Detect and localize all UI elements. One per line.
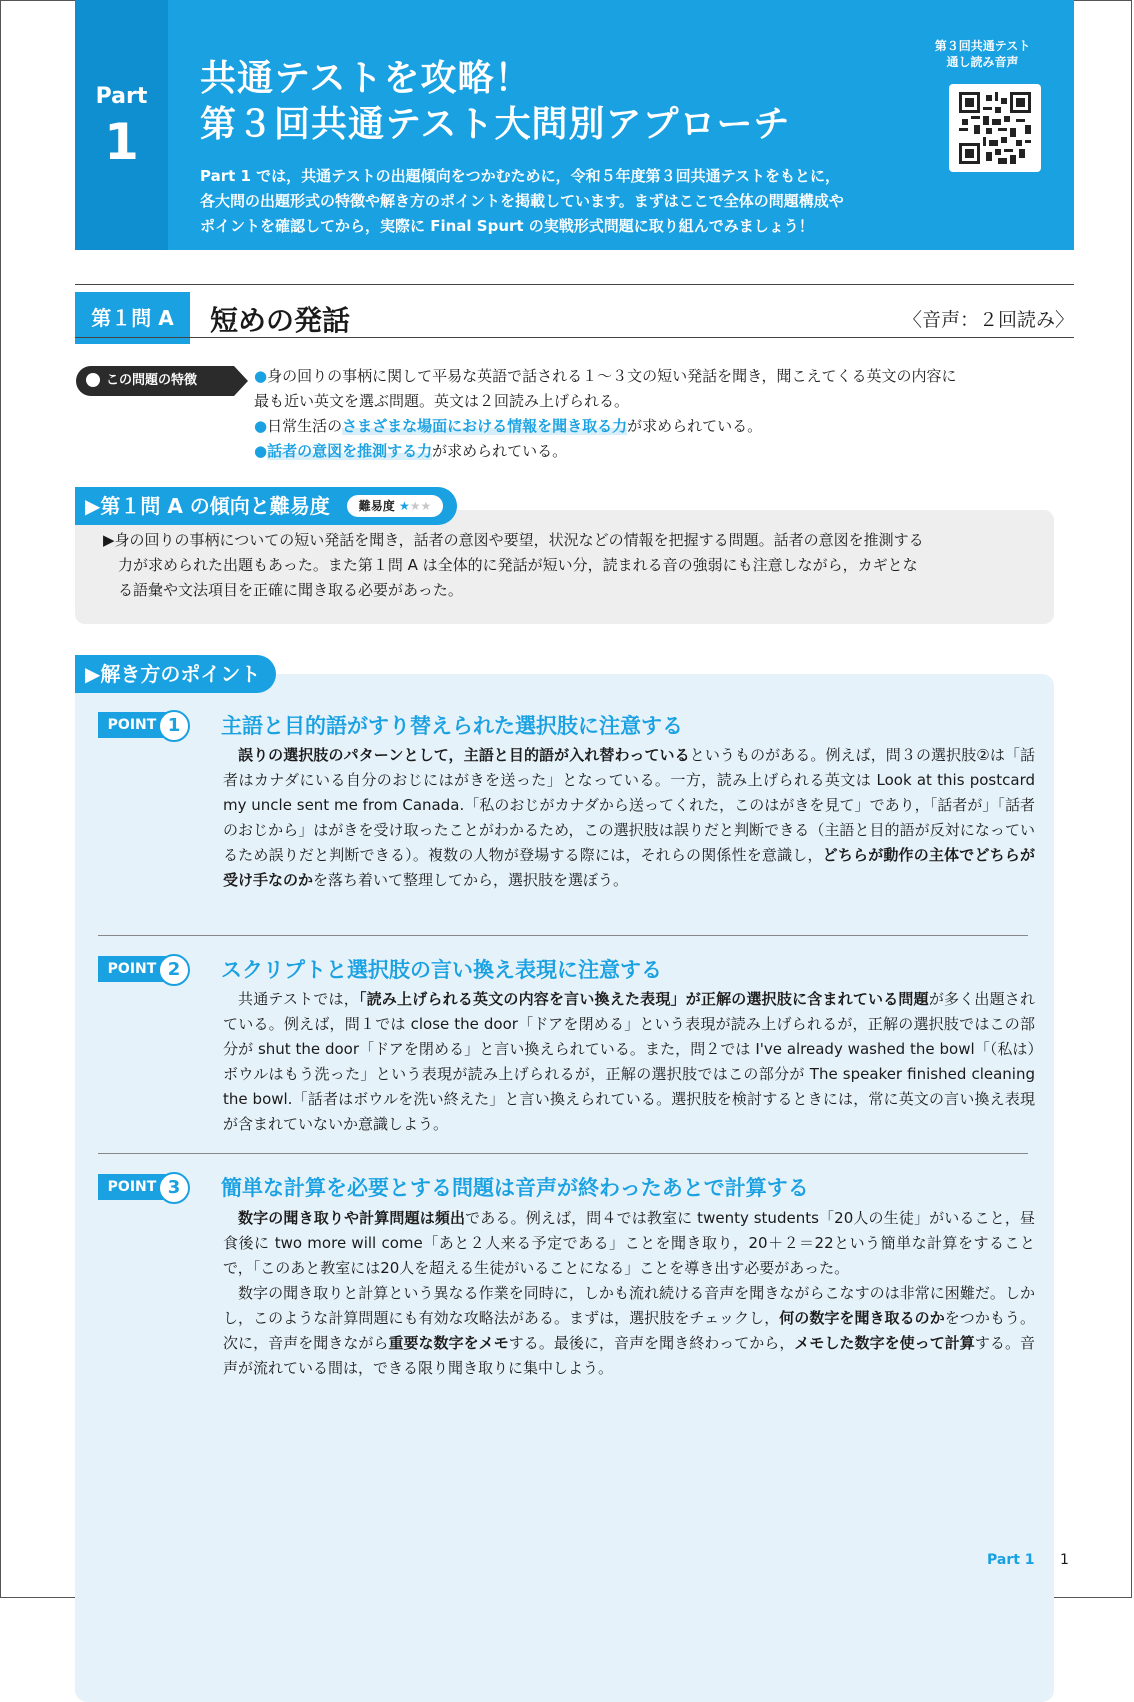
point-3-paragraph-2 <box>223 1281 1035 1381</box>
feature-3-post: が求められている。 <box>432 442 568 460</box>
bullet-icon: ● <box>254 417 268 435</box>
qr-label-line-2: 通し読み音声 <box>946 55 1019 69</box>
feature-item-3 <box>254 439 1084 464</box>
point-2-body <box>223 987 1035 1137</box>
point-3-bold-4: メモした数字を使って計算 <box>794 1334 975 1352</box>
point-1-bold-2: どちらが動作の主体でどちらが受け手なのか <box>223 846 1035 889</box>
page-number: 1 <box>1060 1552 1069 1568</box>
part-label: Part <box>95 84 148 109</box>
point-1-title: 主語と目的語がすり替えられた選択肢に注意する <box>221 714 683 738</box>
section-top-rule <box>75 284 1074 285</box>
part-number: 1 <box>104 113 139 171</box>
point-2-paragraph <box>223 987 1035 1137</box>
feature-1-line-2: 最も近い英文を選ぶ問題。英文は２回読み上げられる。 <box>254 392 630 410</box>
section-audio-note: 〈音声：２回読み〉 <box>902 309 1074 331</box>
part-tab <box>75 0 168 250</box>
page-title <box>200 56 791 148</box>
section-bottom-rule <box>75 337 1074 338</box>
difficulty-badge <box>347 495 443 517</box>
point-3-title: 簡単な計算を必要とする問題は音声が終わったあとで計算する <box>221 1176 809 1200</box>
point-3-badge <box>98 1172 193 1202</box>
point-2-title: スクリプトと選択肢の言い換え表現に注意する <box>221 958 662 982</box>
feature-2-pre: 日常生活の <box>267 417 343 435</box>
point-1-bold-1: 誤りの選択肢のパターンとして，主語と目的語が入れ替わっている <box>238 746 690 764</box>
features-pill <box>76 366 234 396</box>
bullet-icon: ● <box>254 442 268 460</box>
qr-code-graphic <box>959 92 1031 164</box>
trend-heading-text: ▶第１問 A の傾向と難易度 <box>85 494 330 518</box>
point-3-bold-3: 重要な数字をメモ <box>388 1334 509 1352</box>
point-3-text-5: する。音声が流れている間は，できる限り聞き取りに集中しよう。 <box>223 1334 1035 1377</box>
point-1-text-1: というものがある。例えば，問３の選択肢②は「話者はカナダにいる自分のおじにはがきを送った」となっている。一方，読み上げられる英文は Look at this postcard my uncle sent me from Canada.「私のおじがカナダから送ってくれた，このはがきを見て」であり，「話者が」「話者のおじから」はがきを受け取ったことがわかるため，この選択肢は誤りだと判断できる（主語と目的語が反対になっているため誤りだと判断できる）。複数の人物が登場する際には，それらの関係性を意識し， <box>223 746 1035 864</box>
feature-1-line-1: 身の回りの事柄に関して平易な英語で話される１～３文の短い発話を聞き，聞こえてくる英文の内容に <box>267 367 957 385</box>
point-2-badge <box>98 954 193 984</box>
point-1-badge <box>98 710 193 740</box>
section-title: 短めの発話 <box>210 304 351 337</box>
difficulty-label: 難易度 <box>358 499 395 513</box>
point-label: POINT <box>98 712 166 738</box>
point-3-bold-2: 何の数字を聞き取るのか <box>779 1309 945 1327</box>
point-3-text-1: である。例えば，問４では教室に twenty students「20人の生徒」がいること，昼食後に two more will come「あと２人来る予定である」ことを聞き取り，20＋２＝22という簡単な計算をすることで，「このあと教室には20人を超える生徒がいることになる」ことを導き出す必要があった。 <box>223 1209 1035 1277</box>
point-3-text-4: する。最後に，音声を聞き終わってから， <box>508 1334 795 1352</box>
point-separator <box>98 1153 1028 1154</box>
point-2-text-1: 共通テストでは， <box>238 990 359 1008</box>
feature-item-2 <box>254 414 1084 439</box>
title-line-1: 共通テストを攻略！ <box>200 58 532 99</box>
qr-label-line-1: 第３回共通テスト <box>934 39 1031 53</box>
feature-2-post: が求められている。 <box>627 417 763 435</box>
point-2-text-2: が多く出題されている。例えば，問１では close the door「ドアを閉める」という表現が読み上げられるが，正解の選択肢ではこの部分が shut the door「ドアを閉める」と言い換えられている。また，問２では I've already washed the bowl「（私は）ボウルはもう洗った」という表現が読み上げられるが，正解の選択肢ではこの部分が The speaker finished cleaning the bowl.「話者はボウルを洗い終えた」と言い換えられている。選択肢を検討するときには，常に英文の言い換え表現が含まれていないか意識しよう。 <box>223 990 1035 1133</box>
star-filled-icon: ★ <box>398 499 410 513</box>
point-3-bold-1: 数字の聞き取りや計算問題は頻出 <box>238 1209 466 1227</box>
point-1-body <box>223 743 1035 893</box>
bullet-icon: ● <box>254 367 268 385</box>
star-empty-icon: ★★ <box>409 499 432 513</box>
features-list <box>254 364 1084 464</box>
point-1-paragraph <box>223 743 1035 893</box>
point-label: POINT <box>98 1174 166 1200</box>
point-number: 2 <box>158 954 190 986</box>
feature-3-highlight: 話者の意図を推測する力 <box>267 442 433 460</box>
point-3-text-3: をつかもう。次に，音声を聞きながら <box>223 1309 1035 1352</box>
section-tag: 第１問 A <box>75 292 190 344</box>
header-banner <box>75 0 1074 250</box>
circle-icon <box>86 373 100 387</box>
point-3-paragraph-1 <box>223 1206 1035 1281</box>
feature-item-1 <box>254 364 1084 414</box>
feature-2-highlight: さまざまな場面における情報を聞き取る力 <box>342 417 628 435</box>
intro-line-3: ポイントを確認してから，実際に Final Spurt の実戦形式問題に取り組んでみましょう！ <box>200 217 814 235</box>
point-label: POINT <box>98 956 166 982</box>
point-number: 3 <box>158 1172 190 1204</box>
trend-line-3: る語彙や文法項目を正確に聞き取る必要があった。 <box>118 581 463 599</box>
intro-line-1: Part 1 では，共通テストの出題傾向をつかむために，令和５年度第３回共通テストをもとに， <box>200 167 840 185</box>
points-heading: ▶解き方のポイント <box>75 655 276 693</box>
qr-code-icon[interactable] <box>949 84 1041 172</box>
trend-heading <box>75 487 457 525</box>
point-2-bold-1: 「読み上げられる英文の内容を言い換えた表現」が正解の選択肢に含まれている問題 <box>358 990 929 1008</box>
trend-line-2: 力が求められた出題もあった。また第１問 A は全体的に発話が短い分，読まれる音の強弱にも注意しながら，カギとな <box>118 556 918 574</box>
point-number: 1 <box>158 710 190 742</box>
footer-part-label: Part 1 <box>987 1552 1035 1568</box>
qr-label <box>915 38 1050 70</box>
title-line-2: 第３回共通テスト大問別アプローチ <box>200 104 791 145</box>
point-3-text-2: 数字の聞き取りと計算という異なる作業を同時に，しかも流れ続ける音声を聞きながらこなすのは非常に困難だ。しかし，このような計算問題にも有効な攻略法がある。まずは，選択肢をチェックし， <box>223 1284 1035 1327</box>
trend-text <box>103 528 1038 603</box>
point-3-body <box>223 1206 1035 1381</box>
trend-line-1: ▶身の回りの事柄についての短い発話を聞き，話者の意図や要望，状況などの情報を把握する問題。話者の意図を推測する <box>103 531 924 549</box>
intro-line-2: 各大問の出題形式の特徴や解き方のポイントを掲載しています。まずはここで全体の問題構成や <box>200 192 844 210</box>
features-pill-label: この問題の特徴 <box>106 373 198 388</box>
intro-text <box>200 164 980 239</box>
point-1-text-2: を落ち着いて整理してから，選択肢を選ぼう。 <box>313 871 629 889</box>
point-separator <box>98 935 1028 936</box>
